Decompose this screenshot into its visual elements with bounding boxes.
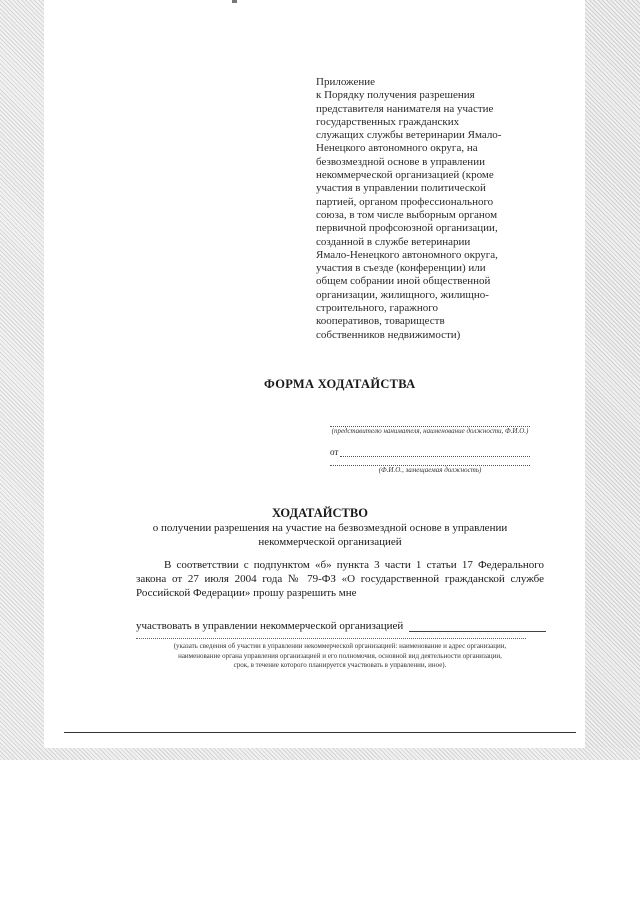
appendix-line: общем собрании иной общественной <box>316 275 491 288</box>
footer-rule <box>64 732 576 733</box>
from-fill-line <box>340 448 530 457</box>
appendix-line: созданной в службе ветеринарии <box>316 235 471 248</box>
participate-label: участвовать в управлении некоммерческой организацией <box>136 620 404 632</box>
scan-border-bottom <box>0 748 640 760</box>
petition-note: (указать сведения об участии в управлении некоммерческой организацией: наименование и адрес организации, наименование органа управления организацией и его полномочия, основной вид деятельности организации, срок, в течение которого планируется участвовать в управлении, иное). <box>173 642 507 669</box>
from-row <box>330 447 530 457</box>
appendix-line: Приложение <box>316 76 376 88</box>
appendix-line: Ненецкого автономного округа, на <box>316 142 478 155</box>
addressee-block <box>330 418 530 475</box>
from-fill-line-2 <box>330 457 530 466</box>
appendix-line: служащих службы ветеринарии Ямало- <box>316 129 502 142</box>
addressee-caption: (представителю нанимателя, наименование должности, Ф.И.О.) <box>331 427 529 435</box>
appendix-line: первичной профсоюзной организации, <box>316 222 498 235</box>
appendix-line: Ямало-Ненецкого автономного округа, <box>316 248 498 261</box>
appendix-line: представителя нанимателя на участие <box>316 102 494 115</box>
appendix-line: некоммерческой организацией (кроме <box>316 169 494 182</box>
addressee-fill-line <box>330 418 530 427</box>
appendix-line: государственных гражданских <box>316 115 460 128</box>
form-title: ФОРМА ХОДАТАЙСТВА <box>264 377 416 391</box>
appendix-line: безвозмездной основе в управлении <box>316 155 485 168</box>
petition-title: ХОДАТАЙСТВО <box>272 506 368 520</box>
from-label: от <box>330 447 339 457</box>
appendix-line: организации, жилищного, жилищно- <box>316 288 489 301</box>
scan-mark <box>232 0 237 3</box>
appendix-line: участия в съезде (конференции) или <box>316 262 486 275</box>
appendix-line: кооперативов, товариществ <box>316 315 445 328</box>
appendix-block <box>316 76 548 342</box>
appendix-line: к Порядку получения разрешения <box>316 89 475 102</box>
appendix-line: участия в управлении политической <box>316 182 486 195</box>
scan-border-right <box>585 0 640 760</box>
from-caption: (Ф.И.О., замещаемая должность) <box>378 466 482 474</box>
appendix-line: собственников недвижимости) <box>316 328 461 341</box>
petition-subtitle: о получении разрешения на участие на безвозмездной основе в управлении некоммерческой организацией <box>152 522 508 548</box>
appendix-line: союза, в том числе выборным органом <box>316 208 498 221</box>
scan-border-left <box>0 0 44 760</box>
appendix-line: партией, органом профессионального <box>316 195 494 208</box>
appendix-line: строительного, гаражного <box>316 302 439 315</box>
participate-row <box>136 620 546 632</box>
petition-body: В соответствии с подпунктом «б» пункта 3 части 1 статьи 17 Федерального закона от 27 июля 2004 года № 79-ФЗ «О государственной гражданской службе Российской Федерации» прошу разрешить мне <box>136 559 544 599</box>
participate-dotted-line <box>136 638 526 639</box>
participate-fill-line <box>409 621 546 632</box>
